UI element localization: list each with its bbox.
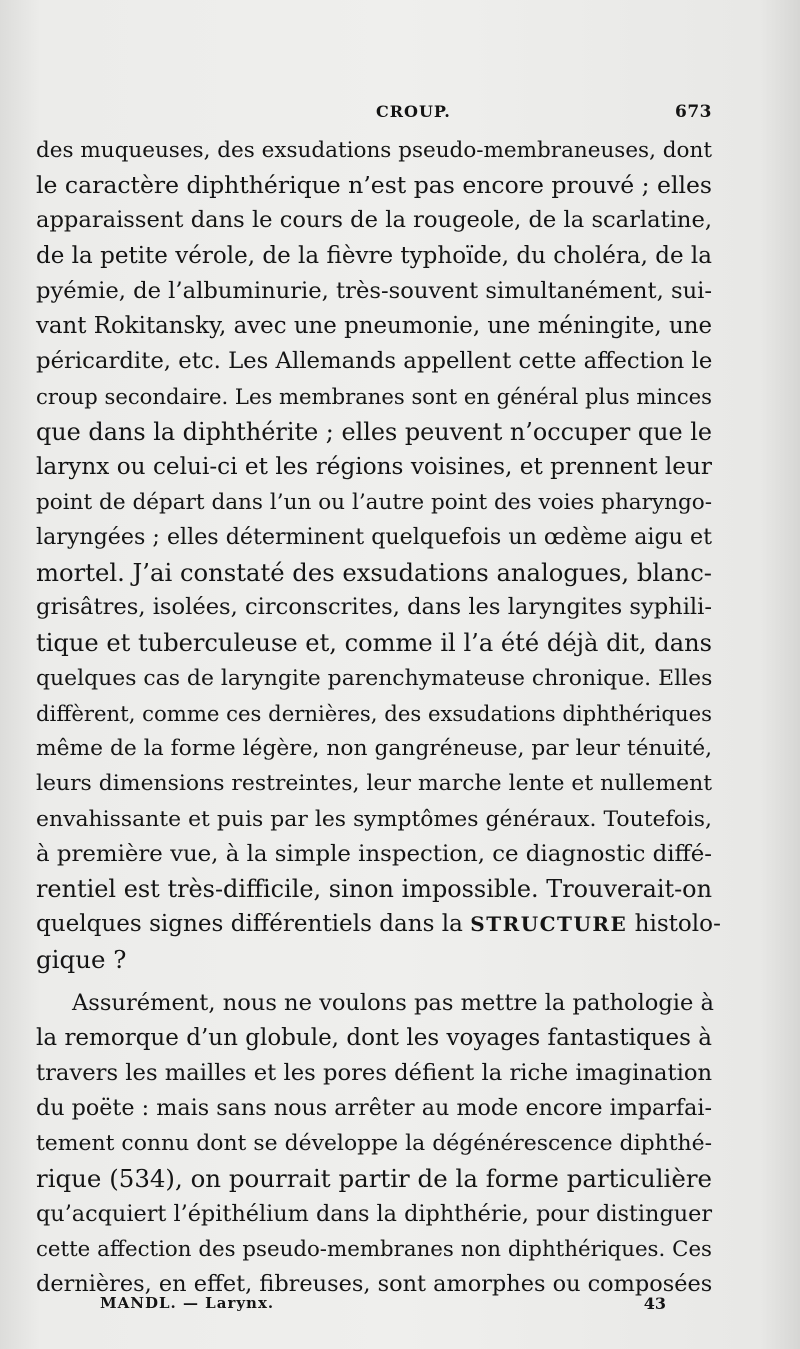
- body-text: [36, 133, 721, 1302]
- text-line: à première vue, à la simple inspection, ce diagnostic diffé-: [36, 840, 712, 867]
- text-line: du poëte : mais sans nous arrêter au mode encore imparfai-: [36, 1095, 712, 1122]
- text-line: tement connu dont se développe la dégénérescence diphthé-: [36, 1131, 712, 1157]
- text-line: travers les mailles et les pores défient la riche imagination: [36, 1059, 713, 1086]
- text-line: laryngées ; elles déterminent quelquefois un œdème aigu et: [36, 524, 712, 551]
- signature-number: 43: [643, 1294, 666, 1313]
- text-line: des muqueuses, des exsudations pseudo-membraneuses, dont: [36, 138, 712, 163]
- text-line: que dans la diphthérite ; elles peuvent n’occuper que le: [36, 417, 713, 446]
- text-line: vant Rokitansky, avec une pneumonie, une méningite, une: [36, 312, 712, 339]
- text-line: quelques cas de laryngite parenchymateuse chronique. Elles: [36, 665, 713, 691]
- text-line: [36, 907, 721, 942]
- text-line: tique et tuberculeuse et, comme il l’a été déjà dit, dans: [36, 628, 712, 657]
- text-line: grisâtres, isolées, circonscrites, dans les laryngites syphili-: [36, 594, 712, 621]
- text-fragment: histolo-: [634, 911, 721, 938]
- text-line: point de départ dans l’un ou l’autre point des voies pharyngo-: [36, 489, 712, 515]
- page-header: [36, 100, 712, 126]
- paragraph-1: [36, 133, 721, 978]
- text-line: dernières, en effet, fibreuses, sont amorphes ou composées: [36, 1271, 713, 1297]
- text-line: mortel. J’ai constaté des exsudations analogues, blanc-: [36, 558, 712, 588]
- paragraph-2: [36, 986, 712, 1303]
- text-line: rique (534), on pourrait partir de la forme particulière: [36, 1164, 712, 1194]
- printer-signature: MANDL. — Larynx.: [100, 1294, 275, 1312]
- text-line: rentiel est très-difficile, sinon impossible. Trouverait-on: [36, 874, 712, 903]
- text-line: diffèrent, comme ces dernières, des exsudations diphthériques: [36, 701, 713, 726]
- text-line: leurs dimensions restreintes, leur marche lente et nullement: [36, 771, 712, 797]
- text-line: pyémie, de l’albuminurie, très-souvent simultanément, sui-: [36, 277, 713, 304]
- page-number: 673: [675, 102, 712, 122]
- text-line: larynx ou celui-ci et les régions voisines, et prennent leur: [36, 453, 712, 480]
- text-line: apparaissent dans le cours de la rougeole, de la scarlatine,: [36, 207, 712, 234]
- text-line: péricardite, etc. Les Allemands appellent cette affection le: [36, 348, 713, 375]
- text-line: croup secondaire. Les membranes sont en général plus minces: [36, 384, 712, 410]
- text-line: envahissante et puis par les symptômes généraux. Toutefois,: [36, 806, 712, 832]
- text-line: de la petite vérole, de la fièvre typhoïde, du choléra, de la: [36, 242, 712, 269]
- text-line: Assurément, nous ne voulons pas mettre la pathologie à: [72, 989, 714, 1016]
- smallcaps-term: STRUCTURE: [470, 912, 628, 937]
- text-line: cette affection des pseudo-membranes non diphthériques. Ces: [36, 1236, 712, 1262]
- paragraph-gap: [36, 978, 712, 986]
- text-line: le caractère diphthérique n’est pas encore prouvé ; elles: [36, 171, 712, 200]
- text-line: la remorque d’un globule, dont les voyages fantastiques à: [36, 1024, 712, 1051]
- page-footer: [100, 1294, 666, 1318]
- text-line: gique ?: [36, 945, 127, 975]
- text-line: même de la forme légère, non gangréneuse, par leur ténuité,: [36, 736, 712, 762]
- running-title: CROUP.: [376, 102, 451, 121]
- text-fragment: quelques signes différentiels dans la: [36, 911, 463, 938]
- text-line: qu’acquiert l’épithélium dans la diphthérie, pour distinguer: [36, 1200, 713, 1227]
